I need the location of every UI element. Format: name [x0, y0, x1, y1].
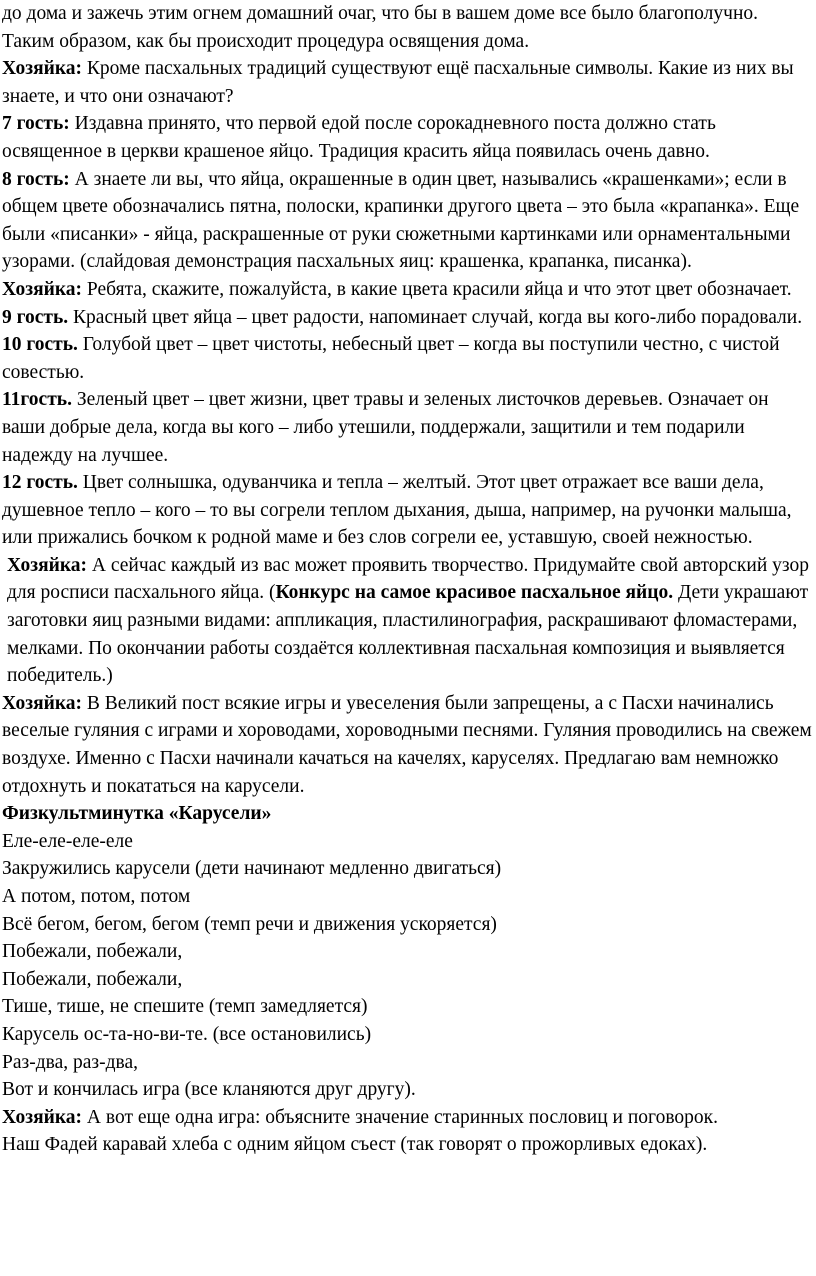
paragraph-text: Кроме пасхальных традиций существуют ещё пасхальные символы. Какие из них вы знаете, и что они означают? — [2, 58, 794, 107]
contest-title: Конкурс на самое красивое пасхальное яйцо. — [275, 582, 674, 604]
exercise-title: Физкультминутка «Карусели» — [2, 803, 272, 825]
paragraph-text: Красный цвет яйца – цвет радости, напоминает случай, когда вы кого-либо порадовали. — [68, 306, 803, 328]
speaker-label: Хозяйка: — [7, 554, 88, 576]
paragraph-text: А сейчас каждый из вас может проявить творчество. Придумайте свой авторский узор для росписи пасхального яйца. ( — [7, 554, 809, 604]
exercise-line: Карусель ос-та-но-ви-те. (все остановились) — [2, 1023, 372, 1045]
speaker-label: Хозяйка: — [2, 278, 83, 300]
paragraph-guest-10 — [2, 331, 814, 386]
paragraph-guest-8 — [2, 166, 814, 276]
exercise-line: Побежали, побежали, — [2, 968, 183, 990]
paragraph-text: А знаете ли вы, что яйца, окрашенные в один цвет, назывались «крашенками»; если в общем цвете обозначались пятна, полоски, крапинки другого цвета – это была «крапанка». Еще были «писанки» - яйца, раскрашенные от руки сюжетными картинками или орнаментальными узорами. (слайдовая демонстрация пасхальных яиц: крашенка, крапанка, писанка). — [2, 168, 800, 273]
exercise-line: Тише, тише, не спешите (темп замедляется) — [2, 996, 368, 1018]
paragraph-text: до дома и зажечь этим огнем домашний очаг, что бы в вашем доме все было благополучно. Таким образом, как бы происходит процедура освящения дома. — [2, 3, 759, 52]
exercise-line: Побежали, побежали, — [2, 941, 183, 963]
exercise-line: Еле-еле-еле-еле — [2, 830, 133, 852]
proverb-line: Наш Фадей каравай хлеба с одним яйцом съест (так говорят о прожорливых едоках). — [2, 1134, 708, 1156]
speaker-label: 11гость. — [2, 389, 72, 411]
exercise-line: Вот и кончилась игра (все кланяются друг другу). — [2, 1079, 416, 1101]
exercise-line: Закружились карусели (дети начинают медленно двигаться) — [2, 858, 502, 880]
paragraph-text: Цвет солнышка, одуванчика и тепла – желтый. Этот цвет отражает все ваши дела, душевное тепло – кого – то вы согрели теплом дыхания, дыша, например, на ручонки малыша, или прижались бочком к родной маме и без слов согрели ее, уставшую, своей нежностью. — [2, 472, 792, 549]
speaker-label: Хозяйка: — [2, 1106, 83, 1128]
paragraph-text: А вот еще одна игра: объясните значение старинных пословиц и поговорок. — [82, 1106, 718, 1128]
paragraph-hostess-games — [2, 690, 814, 800]
paragraph-guest-11 — [2, 386, 814, 469]
paragraph-text: Дети украшают заготовки яиц разными видами: аппликация, пластилинография, раскрашивают фломастерами, мелками. По окончании работы создаётся коллективная пасхальная композиция и выявляется победитель.) — [7, 582, 809, 687]
exercise-line: Всё бегом, бегом, бегом (темп речи и движения ускоряется) — [2, 913, 497, 935]
paragraph-guest-7 — [2, 110, 814, 165]
exercise-line: А потом, потом, потом — [2, 886, 191, 907]
paragraph-intro — [2, 0, 814, 55]
paragraph-hostess-proverbs — [2, 1104, 814, 1132]
speaker-label: 12 гость. — [2, 472, 78, 494]
paragraph-text: Голубой цвет – цвет чистоты, небесный цвет – когда вы поступили честно, с чистой совестью. — [2, 334, 780, 383]
paragraph-guest-9 — [2, 304, 814, 332]
speaker-label: 7 гость: — [2, 113, 70, 135]
speaker-label: 9 гость. — [2, 306, 69, 328]
paragraph-guest-12 — [2, 469, 814, 552]
paragraph-text: Зеленый цвет – цвет жизни, цвет травы и зеленых листочков деревьев. Означает он ваши добрые дела, когда вы кого – либо утешили, поддержали, защитили и тем подарили надежду на лучшее. — [2, 389, 769, 466]
exercise-line: Раз-два, раз-два, — [2, 1051, 138, 1073]
speaker-label: 10 гость. — [2, 334, 78, 356]
speaker-label: Хозяйка: — [2, 58, 83, 80]
paragraph-contest — [2, 552, 814, 690]
paragraph-text: В Великий пост всякие игры и увеселения были запрещены, а с Пасхи начинались веселые гуляния с играми и хороводами, хороводными песнями. Гуляния проводились на свежем воздухе. Именно с Пасхи начинали качаться на качелях, каруселях. Предлагаю вам немножко отдохнуть и покататься на карусели. — [2, 692, 812, 797]
paragraph-text: Издавна принято, что первой едой после сорокадневного поста должно стать освященное в церкви крашеное яйцо. Традиция красить яйца появилась очень давно. — [2, 113, 716, 162]
paragraph-hostess-symbols — [2, 55, 814, 110]
speaker-label: Хозяйка: — [2, 692, 83, 714]
paragraph-text: Ребята, скажите, пожалуйста, в какие цвета красили яйца и что этот цвет обозначает. — [82, 278, 792, 300]
speaker-label: 8 гость: — [2, 168, 70, 190]
paragraph-hostess-colors — [2, 276, 814, 304]
